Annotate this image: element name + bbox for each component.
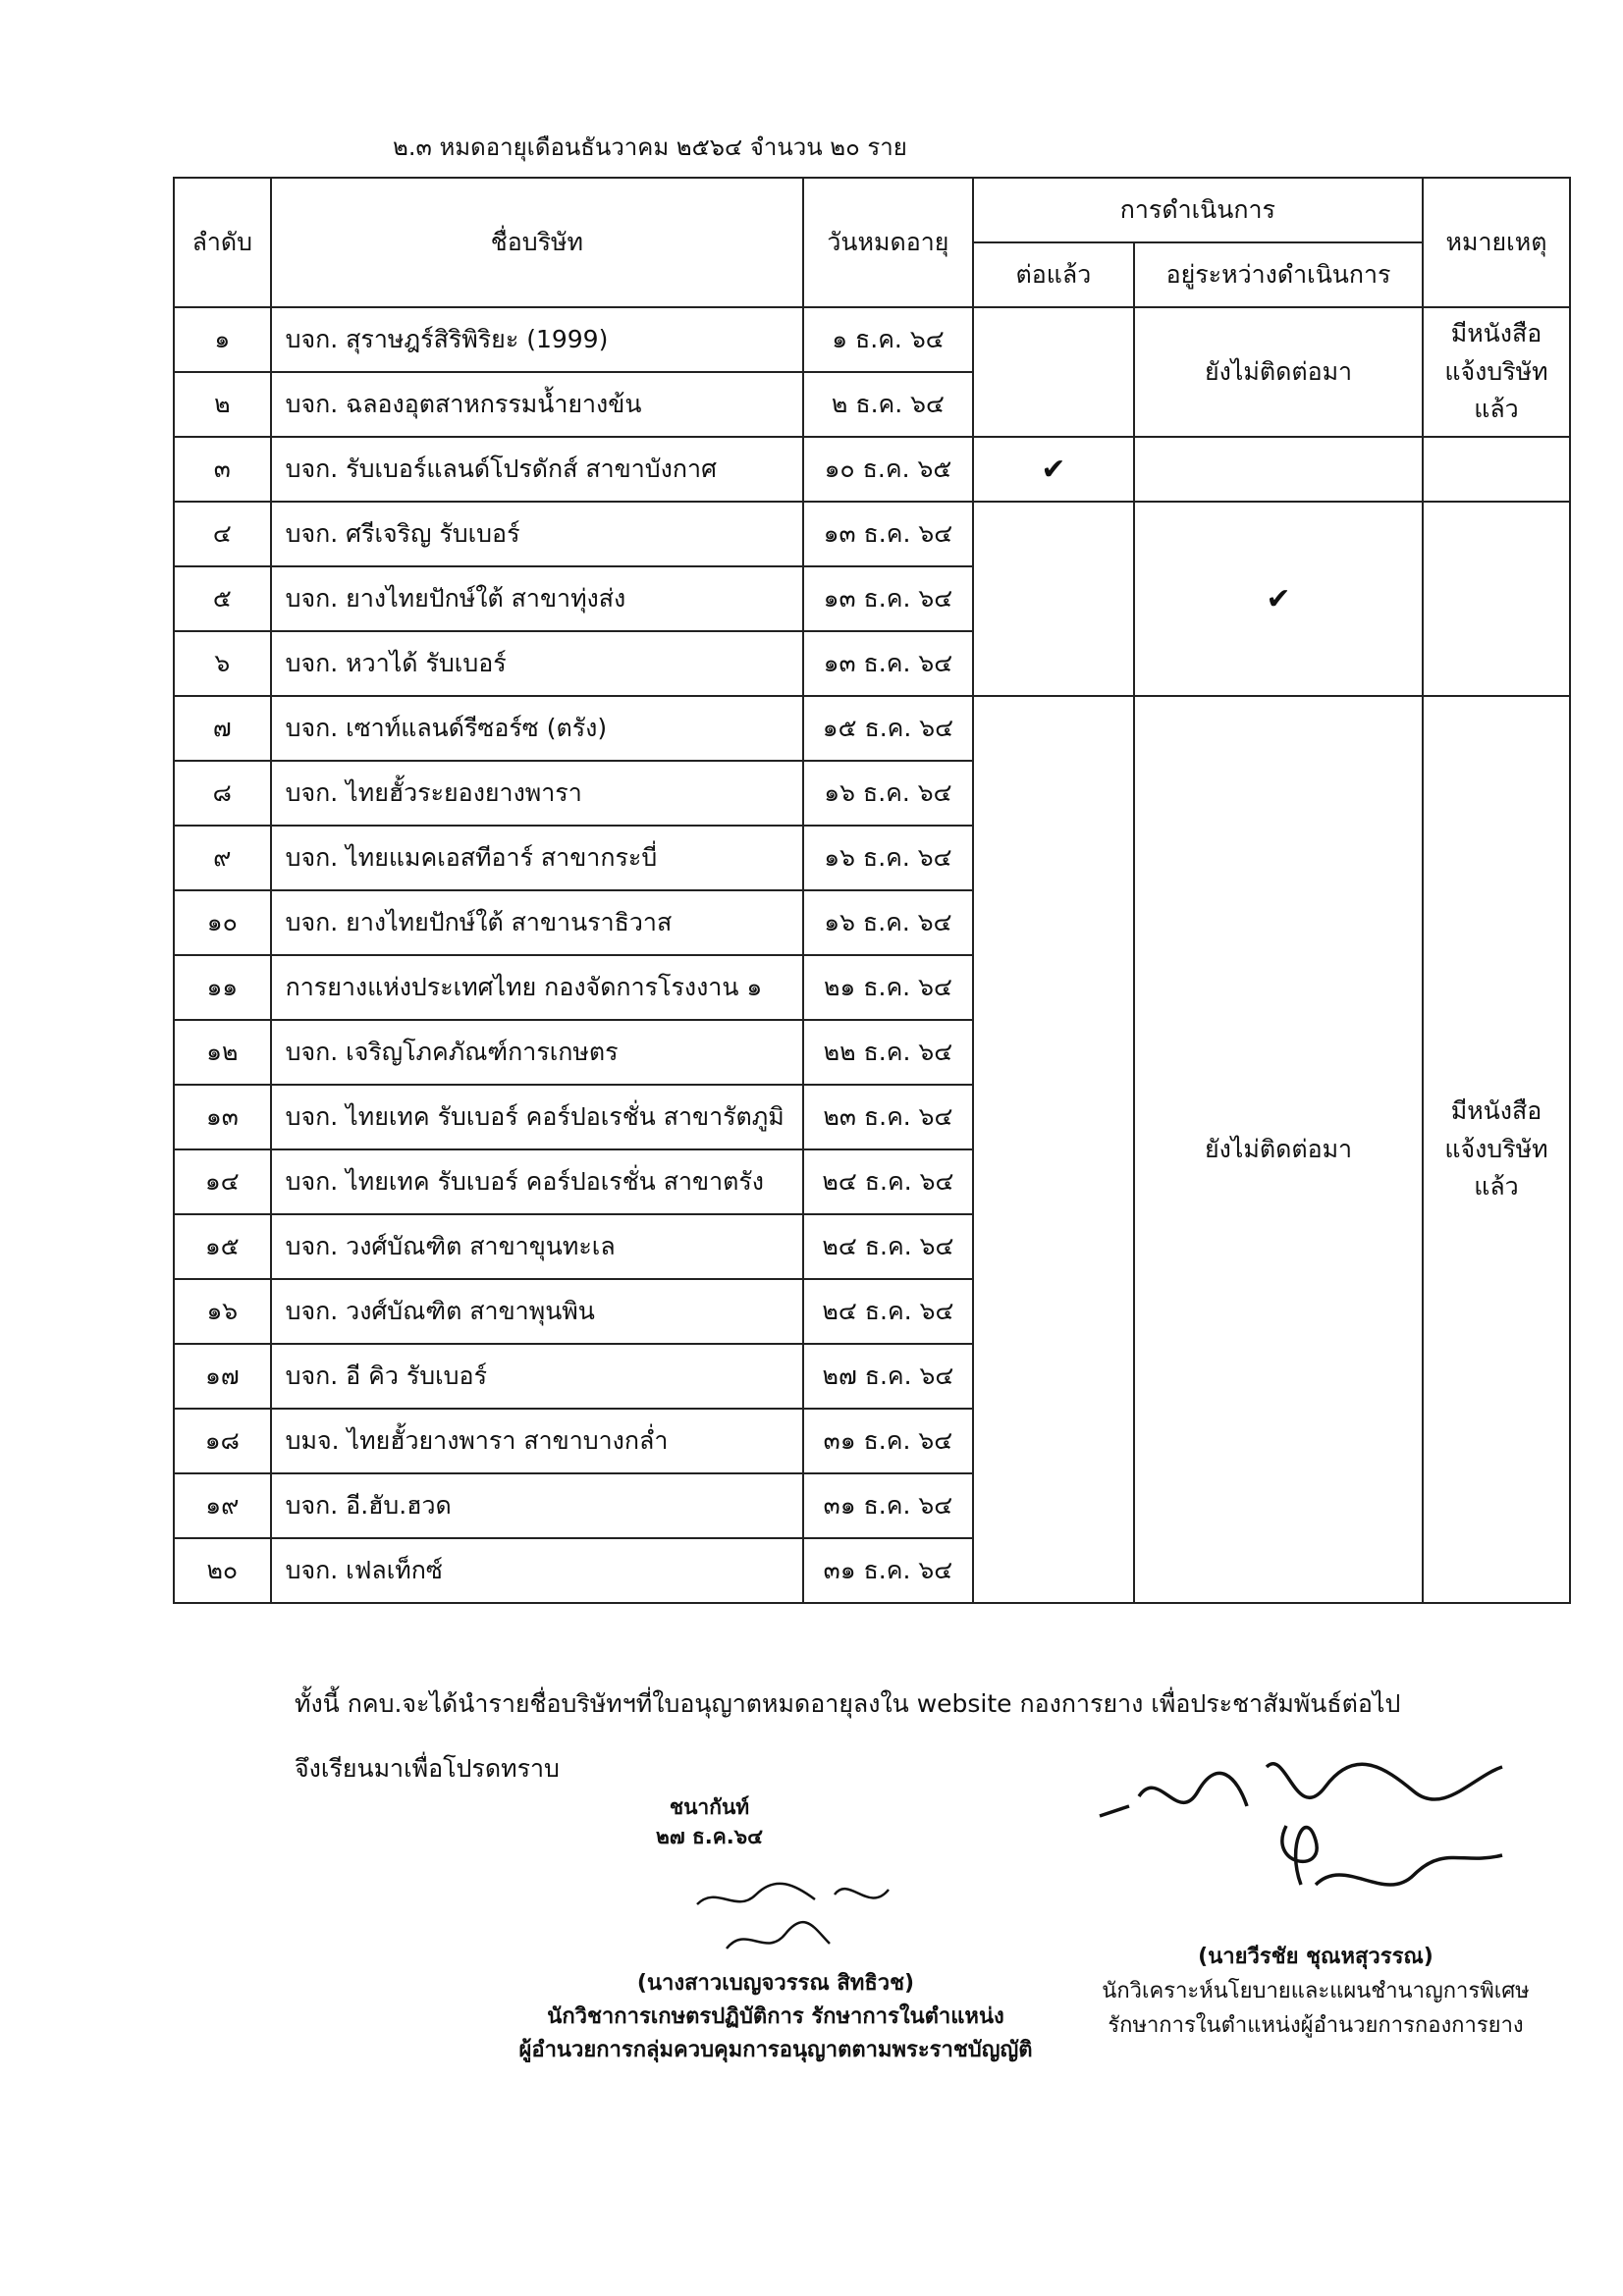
row-expiry: ๑๖ ธ.ค. ๖๔ (803, 826, 973, 890)
row-no: ๖ (174, 631, 271, 696)
row-inprogress-cell (1134, 437, 1423, 502)
row-company: บจก. ไทยแมคเอสทีอาร์ สาขากระบี่ (271, 826, 803, 890)
row-no: ๕ (174, 566, 271, 631)
row-no: ๑๙ (174, 1473, 271, 1538)
left-signatory-position: นักวิชาการเกษตรปฏิบัติการ รักษาการในตำแหน่ง (547, 2004, 1004, 2030)
left-signatory-position-2: ผู้อำนวยการกลุ่มควบคุมการอนุญาตตามพระราชบัญญัติ (518, 2038, 1033, 2063)
row-expiry: ๑๐ ธ.ค. ๖๕ (803, 437, 973, 502)
row-company: บจก. วงศ์บัณฑิต สาขาพุนพิน (271, 1279, 803, 1344)
row-expiry: ๒๑ ธ.ค. ๖๔ (803, 955, 973, 1020)
header-inprogress: อยู่ระหว่างดำเนินการ (1134, 242, 1423, 307)
row-expiry: ๓๑ ธ.ค. ๖๔ (803, 1473, 973, 1538)
row-no: ๒ (174, 372, 271, 437)
row-status: ยังไม่ติดต่อมา (1134, 696, 1423, 1603)
left-signature-mark (687, 1865, 923, 1963)
row-expiry: ๒๗ ธ.ค. ๖๔ (803, 1344, 973, 1409)
closing-paragraph: ทั้งนี้ กคบ.จะได้นำรายชื่อบริษัทฯที่ใบอนุญาตหมดอายุลงใน website กองการยาง เพื่อประชาสัมพันธ์ต่อไป (295, 1689, 1401, 1718)
row-company: บจก. ฉลองอุตสาหกรรมน้ำยางข้น (271, 372, 803, 437)
row-no: ๑๐ (174, 890, 271, 955)
row-status: ยังไม่ติดต่อมา (1134, 307, 1423, 437)
header-done: ต่อแล้ว (973, 242, 1134, 307)
right-signatory-position: นักวิเคราะห์นโยบายและแผนชำนาญการพิเศษ (1102, 1979, 1530, 2004)
row-note-cell (1423, 437, 1570, 502)
row-done-cell (973, 502, 1134, 696)
row-expiry: ๑ ธ.ค. ๖๔ (803, 307, 973, 372)
row-company: บจก. ยางไทยปักษ์ใต้ สาขานราธิวาส (271, 890, 803, 955)
row-expiry: ๑๓ ธ.ค. ๖๔ (803, 631, 973, 696)
row-no: ๑๘ (174, 1409, 271, 1473)
row-no: ๗ (174, 696, 271, 761)
row-expiry: ๑๓ ธ.ค. ๖๔ (803, 566, 973, 631)
row-expiry: ๒ ธ.ค. ๖๔ (803, 372, 973, 437)
right-signature-mark (1090, 1747, 1522, 1934)
initials-note (656, 1792, 763, 1852)
row-note: มีหนังสือแจ้งบริษัทแล้ว (1423, 307, 1570, 437)
row-no: ๑๓ (174, 1085, 271, 1149)
row-expiry: ๒๒ ธ.ค. ๖๔ (803, 1020, 973, 1085)
header-note: หมายเหตุ (1423, 178, 1570, 307)
table-row (174, 437, 1570, 502)
closing-salutation: จึงเรียนมาเพื่อโปรดทราบ (295, 1754, 560, 1783)
row-company: การยางแห่งประเทศไทย กองจัดการโรงงาน ๑ (271, 955, 803, 1020)
right-signatory-name: (นายวีรชัย ชุณหสุวรรณ) (1198, 1945, 1434, 1969)
row-no: ๑ (174, 307, 271, 372)
row-done-cell (973, 307, 1134, 437)
row-company: บจก. เซาท์แลนด์รีซอร์ซ (ตรัง) (271, 696, 803, 761)
row-no: ๑๗ (174, 1344, 271, 1409)
row-no: ๒๐ (174, 1538, 271, 1603)
row-no: ๑๖ (174, 1279, 271, 1344)
header-no: ลำดับ (174, 178, 271, 307)
row-expiry: ๓๑ ธ.ค. ๖๔ (803, 1409, 973, 1473)
row-no: ๑๔ (174, 1149, 271, 1214)
right-signatory-position-2: รักษาการในตำแหน่งผู้อำนวยการกองการยาง (1108, 2013, 1524, 2039)
check-icon: ✔ (973, 437, 1134, 502)
table-row (174, 307, 1570, 372)
row-expiry: ๑๕ ธ.ค. ๖๔ (803, 696, 973, 761)
check-icon: ✔ (1134, 502, 1423, 696)
row-company: บจก. อี.ฮับ.ฮวด (271, 1473, 803, 1538)
table-row (174, 696, 1570, 761)
row-company: บจก. เจริญโภคภัณฑ์การเกษตร (271, 1020, 803, 1085)
row-expiry: ๒๔ ธ.ค. ๖๔ (803, 1214, 973, 1279)
header-expiry: วันหมดอายุ (803, 178, 973, 307)
row-company: บจก. ไทยเทค รับเบอร์ คอร์ปอเรชั่น สาขาตรัง (271, 1149, 803, 1214)
row-no: ๑๕ (174, 1214, 271, 1279)
row-company: บจก. สุราษฎร์สิริพิริยะ (1999) (271, 307, 803, 372)
row-expiry: ๓๑ ธ.ค. ๖๔ (803, 1538, 973, 1603)
table-row (174, 502, 1570, 566)
row-no: ๑๑ (174, 955, 271, 1020)
section-heading: ๒.๓ หมดอายุเดือนธันวาคม ๒๕๖๔ จำนวน ๒๐ ราย (393, 133, 907, 161)
right-signatory (1060, 1940, 1571, 2044)
row-company: บจก. ไทยฮั้วระยองยางพารา (271, 761, 803, 826)
row-company: บจก. หวาได้ รับเบอร์ (271, 631, 803, 696)
row-no: ๔ (174, 502, 271, 566)
row-note-cell (1423, 502, 1570, 696)
header-company: ชื่อบริษัท (271, 178, 803, 307)
row-company: บจก. ศรีเจริญ รับเบอร์ (271, 502, 803, 566)
expiry-table (173, 177, 1571, 1604)
row-company: บจก. เฟลเท็กซ์ (271, 1538, 803, 1603)
row-company: บจก. ยางไทยปักษ์ใต้ สาขาทุ่งส่ง (271, 566, 803, 631)
row-company: บจก. วงศ์บัณฑิต สาขาขุนทะเล (271, 1214, 803, 1279)
left-signatory (471, 1967, 1080, 2067)
row-done-cell (973, 696, 1134, 1603)
row-company: บจก. ไทยเทค รับเบอร์ คอร์ปอเรชั่น สาขารัตภูมิ (271, 1085, 803, 1149)
row-company: บจก. อี คิว รับเบอร์ (271, 1344, 803, 1409)
row-expiry: ๒๔ ธ.ค. ๖๔ (803, 1279, 973, 1344)
initials-date: ๒๗ ธ.ค.๖๔ (656, 1825, 763, 1849)
row-expiry: ๒๓ ธ.ค. ๖๔ (803, 1085, 973, 1149)
row-note: มีหนังสือแจ้งบริษัทแล้ว (1423, 696, 1570, 1603)
left-signatory-name: (นางสาวเบญจวรรณ สิทธิวช) (636, 1971, 915, 1996)
row-company: บจก. รับเบอร์แลนด์โปรดักส์ สาขาบังกาศ (271, 437, 803, 502)
row-expiry: ๑๖ ธ.ค. ๖๔ (803, 890, 973, 955)
row-no: ๘ (174, 761, 271, 826)
header-action: การดำเนินการ (973, 178, 1423, 242)
row-no: ๙ (174, 826, 271, 890)
row-expiry: ๑๖ ธ.ค. ๖๔ (803, 761, 973, 826)
initials-name: ชนากันท์ (669, 1795, 750, 1819)
row-expiry: ๒๔ ธ.ค. ๖๔ (803, 1149, 973, 1214)
row-no: ๓ (174, 437, 271, 502)
row-no: ๑๒ (174, 1020, 271, 1085)
row-company: บมจ. ไทยฮั้วยางพารา สาขาบางกล่ำ (271, 1409, 803, 1473)
row-expiry: ๑๓ ธ.ค. ๖๔ (803, 502, 973, 566)
